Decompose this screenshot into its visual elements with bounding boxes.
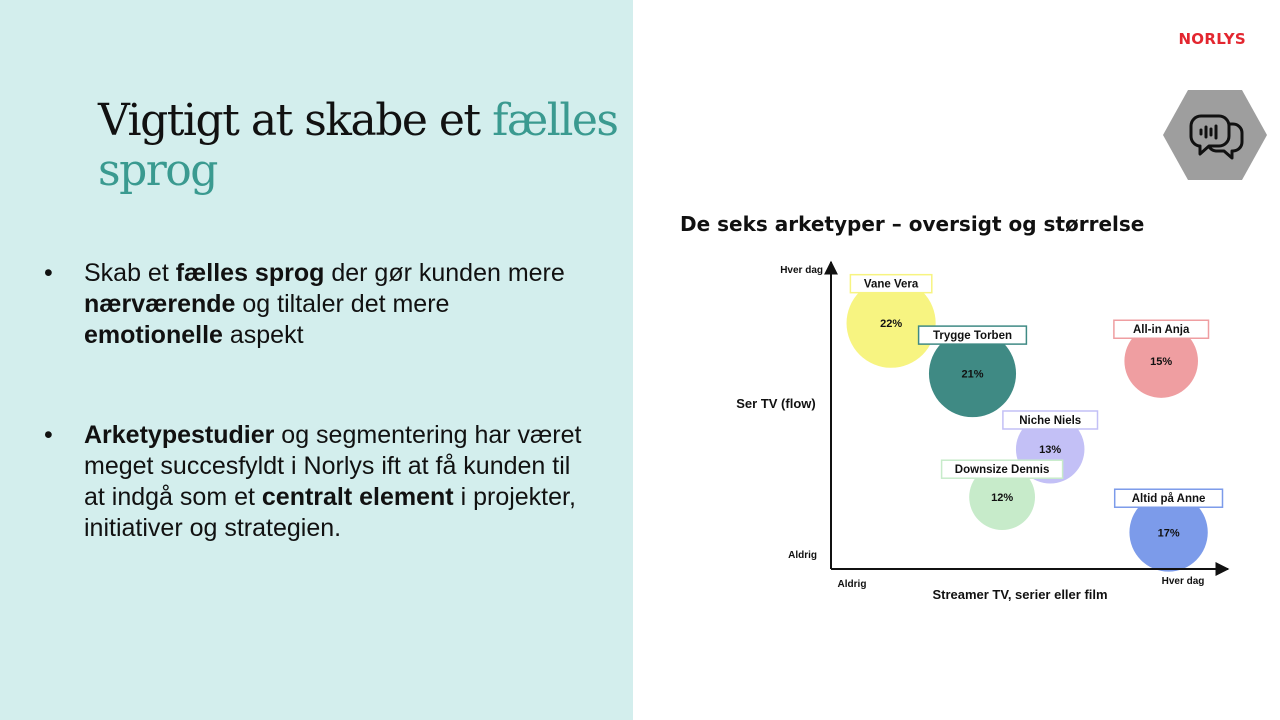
norlys-logo: NORLYS xyxy=(1178,30,1246,48)
bubble-name-label: Trygge Torben xyxy=(932,330,1013,343)
bubble-percent-label: 13% xyxy=(1039,444,1062,457)
bubble-percent-label: 15% xyxy=(1150,356,1173,369)
chart-title: De seks arketyper – oversigt og størrelse xyxy=(680,212,1145,236)
title-main: Vigtigt at skabe et xyxy=(98,95,493,146)
bullet-marker: • xyxy=(44,259,53,287)
x-tick-right: Hver dag xyxy=(1161,576,1205,587)
bubble-percent-label: 17% xyxy=(1157,527,1180,540)
bullet-bold-text: centralt element xyxy=(261,483,454,511)
bullet-text: og segmentering har været meget succesfyldt i Norlys ift at få kunden til at indgå som et xyxy=(84,421,582,511)
bubble-name-label: Altid på Anne xyxy=(1131,493,1206,506)
bullet-bold-text: nærværende xyxy=(84,290,236,318)
bubble-percent-label: 22% xyxy=(880,318,903,331)
bullet-text: der gør kunden mere xyxy=(324,259,565,287)
bubble-percent-label: 21% xyxy=(961,368,984,381)
y-axis-label: Ser TV (flow) xyxy=(736,396,816,411)
bubble-percent-label: 12% xyxy=(991,492,1014,505)
bubble-name-label: Downsize Dennis xyxy=(954,464,1050,477)
bubble-name-label: Niche Niels xyxy=(1019,414,1082,427)
title-accent: fælles sprog xyxy=(98,95,618,196)
y-tick-top: Hver dag xyxy=(780,265,823,276)
y-tick-bottom: Aldrig xyxy=(788,550,817,561)
bullet-text: aspekt xyxy=(222,321,304,349)
bullet-text: i projekter, initiativer og strategien. xyxy=(84,483,576,542)
bullet-bold-text: emotionelle xyxy=(84,321,223,349)
bubble-name-label: Vane Vera xyxy=(863,278,919,291)
bullet-text: og tiltaler det mere xyxy=(235,290,450,318)
bullet-marker: • xyxy=(44,421,53,449)
x-axis-label: Streamer TV, serier eller film xyxy=(932,587,1108,602)
x-tick-left: Aldrig xyxy=(837,579,867,590)
bullet-bold-text: fælles sprog xyxy=(175,259,325,287)
bullet-text: Skab et xyxy=(84,259,176,287)
bullet-bold-text: Arketypestudier xyxy=(84,421,275,449)
bubble-name-label: All-in Anja xyxy=(1132,324,1190,337)
